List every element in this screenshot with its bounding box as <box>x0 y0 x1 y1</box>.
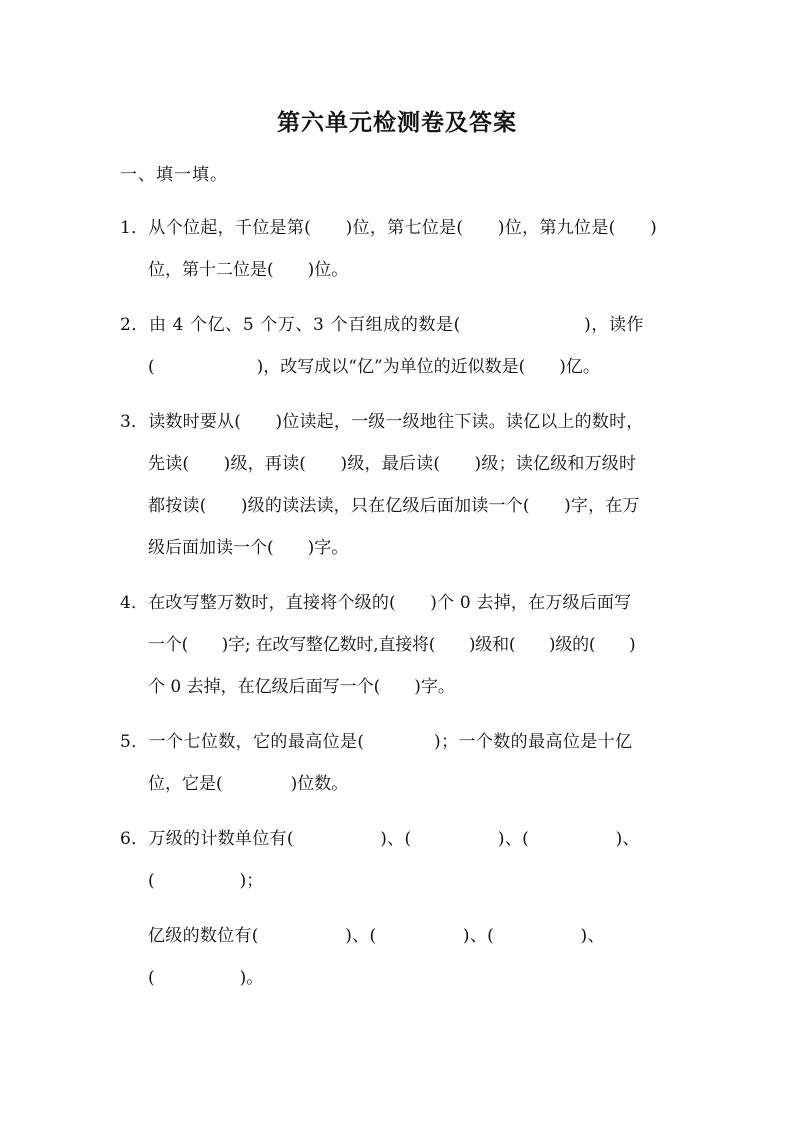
question-1-line-2: 位，第十二位是( )位。 <box>148 260 349 280</box>
question-6-line-1: 6．万级的计数单位有( )、( )、( )、 <box>120 829 640 849</box>
question-3-line-1: 3．读数时要从( )位读起，一级一级地往下读。读亿以上的数时， <box>120 412 644 432</box>
question-3-line-3: 都按读( )级的读法读，只在亿级后面加读一个( )字，在万 <box>148 496 640 516</box>
question-3-line-2: 先读( )级，再读( )级，最后读( )级；读亿级和万级时 <box>148 454 637 474</box>
question-6-line-3: 亿级的数位有( )、( )、( )、 <box>148 926 605 946</box>
question-1-line-1: 1．从个位起，千位是第( )位，第七位是( )位，第九位是( ) <box>120 218 658 238</box>
question-6-line-2: ( )； <box>148 871 264 891</box>
question-6-line-4: ( )。 <box>148 968 264 988</box>
question-5-line-1: 5．一个七位数，它的最高位是( )；一个数的最高位是十亿 <box>120 732 633 752</box>
question-5-line-2: 位，它是( )位数。 <box>148 774 349 794</box>
section-heading: 一、填一填。 <box>120 165 228 185</box>
question-4-line-1: 4．在改写整万数时，直接将个级的( )个 0 去掉，在万级后面写 <box>120 593 632 613</box>
page-title: 第六单元检测卷及答案 <box>277 110 517 136</box>
question-2-line-1: 2．由 4 个亿、5 个万、3 个百组成的数是( )，读作 <box>120 315 645 335</box>
question-4-line-2: 一个( )字; 在改写整亿数时,直接将( )级和( )级的( ) <box>148 635 636 655</box>
question-4-line-3: 个 0 去掉，在亿级后面写一个( )字。 <box>148 677 455 697</box>
question-2-line-2: ( )，改写成以“亿”为单位的近似数是( )亿。 <box>148 357 600 377</box>
question-3-line-4: 级后面加读一个( )字。 <box>148 538 349 558</box>
